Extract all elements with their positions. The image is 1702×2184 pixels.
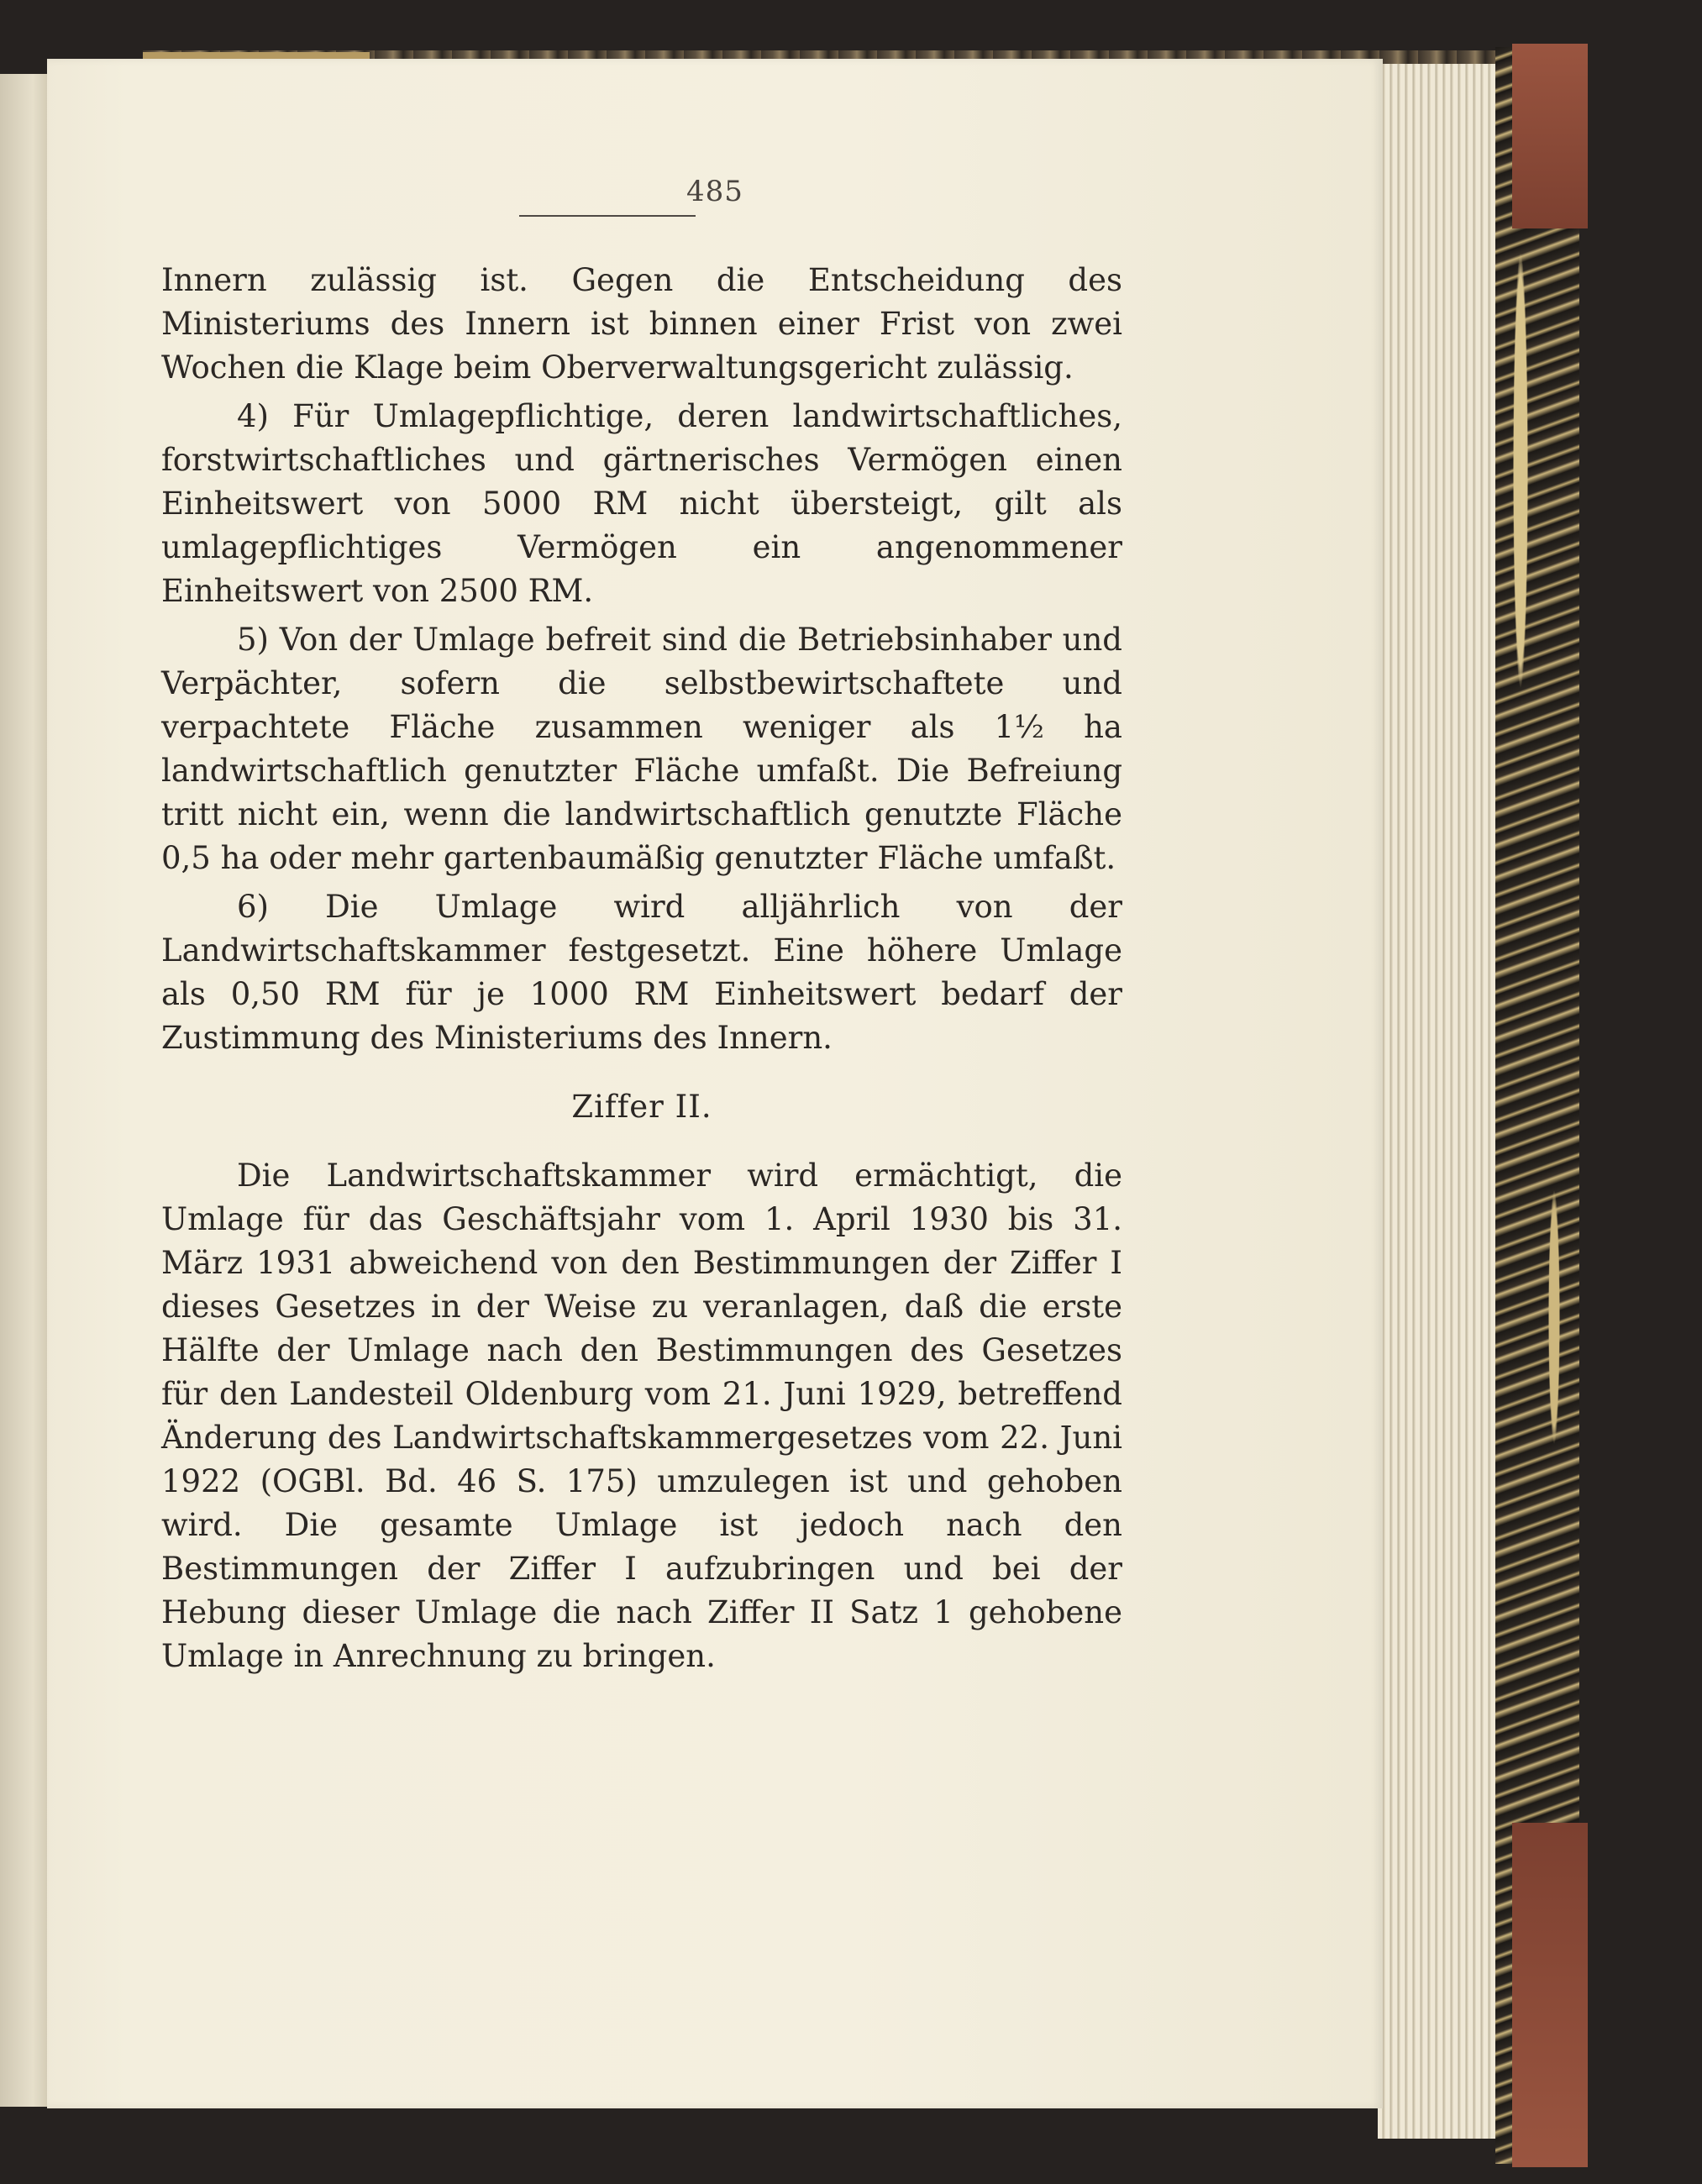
section-heading: Ziffer II.: [571, 1089, 712, 1125]
page-number: 485: [686, 175, 743, 208]
paragraph-clause-6: 6) Die Umlage wird alljährlich von der Landwirtschaftskammer festgesetzt. Eine höhere Umlage als 0,50 RM für je 1000 RM Einheitswert bedarf der Zustimmung des Ministeriums des Innern.: [161, 889, 1122, 1056]
body-text: [161, 259, 1122, 1683]
paragraph-ziffer-2: Die Landwirtschaftskammer wird ermächtigt, die Umlage für das Geschäftsjahr vom 1. April 1930 bis 31. März 1931 abweichend von den Bestimmungen der Ziffer I dieses Gesetzes in der Weise zu veranlagen, daß die erste Hälfte der Umlage nach den Bestimmungen des Gesetzes für den Landesteil Oldenburg vom 21. Juni 1929, betreffend Änderung des Landwirtschaftskammergesetzes vom 22. Juni 1922 (OGBl. Bd. 46 S. 175) umzulegen ist und gehoben wird. Die gesamte Umlage ist jedoch nach den Bestimmungen der Ziffer I aufzubringen und bei der Hebung dieser Umlage die nach Ziffer II Satz 1 gehobene Umlage in Anrechnung zu bringen.: [161, 1158, 1122, 1674]
leather-corner-bottom: [1512, 1823, 1588, 2167]
paragraph-clause-5: 5) Von der Umlage befreit sind die Betriebsinhaber und Verpächter, sofern die selbstbewirtschaftete und verpachtete Fläche zusammen weniger als 1½ ha landwirtschaftlich genutzter Fläche umfaßt. Die Befreiung tritt nicht ein, wenn die landwirtschaftlich genutzte Fläche 0,5 ha oder mehr gartenbaumäßig genutzter Fläche umfaßt.: [161, 622, 1122, 876]
header-rule: [519, 215, 696, 217]
paragraph-clause-4: 4) Für Umlagepflichtige, deren landwirtschaftliches, forstwirtschaftliches und gärtnerisches Vermögen einen Einheitswert von 5000 RM nicht übersteigt, gilt als umlagepflichtiges Vermögen ein angenommener Einheitswert von 2500 RM.: [161, 398, 1122, 609]
page-block-edges: [1378, 64, 1512, 2139]
book-page: [47, 59, 1383, 2108]
leather-corner-top: [1512, 44, 1588, 228]
facing-page-edge: [0, 74, 47, 2107]
paragraph-continuation: Innern zulässig ist. Gegen die Entscheidung des Ministeriums des Innern ist binnen einer Frist von zwei Wochen die Klage beim Oberverwaltungsgericht zulässig.: [161, 262, 1122, 386]
